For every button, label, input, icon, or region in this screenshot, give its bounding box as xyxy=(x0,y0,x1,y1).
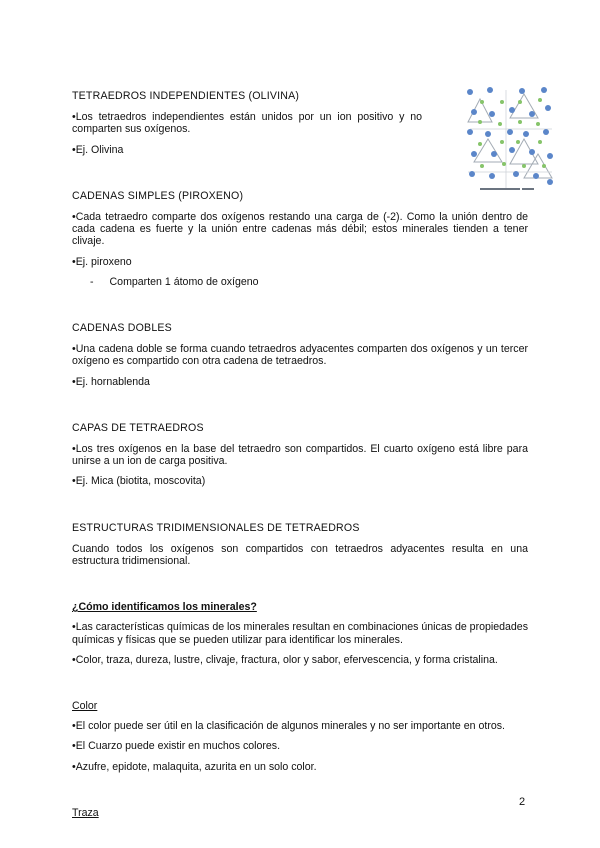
paragraph-dobles-1: •Una cadena doble se forma cuando tetraedros adyacentes comparten dos oxígenos y un tercer oxígeno es compartido con otra cadena de tetraedros. xyxy=(72,343,528,368)
heading-olivina: TETRAEDROS INDEPENDIENTES (OLIVINA) xyxy=(72,90,300,102)
heading-identificar: ¿Cómo identificamos los minerales? xyxy=(72,601,257,614)
paragraph-piroxeno-2: •Ej. piroxeno xyxy=(72,255,132,268)
section-spacer xyxy=(72,496,528,522)
paragraph-piroxeno-1: •Cada tetraedro comparte dos oxígenos restando una carga de (-2). Como la unión dentro de cada cadena es fuerte y la unión entre cadenas más débil; estos minerales tienden a tener clivaje. xyxy=(72,211,528,248)
paragraph-color-2: •El Cuarzo puede existir en muchos colores. xyxy=(72,740,281,753)
subitem-piroxeno-text: Comparten 1 átomo de oxígeno xyxy=(109,275,259,288)
heading-color: Color xyxy=(72,700,98,713)
page-number: 2 xyxy=(519,796,526,808)
paragraph-tridimensionales-1: Cuando todos los oxígenos son compartidos con tetraedros adyacentes resulta en una estructura tridimensional. xyxy=(72,542,528,568)
section-spacer xyxy=(72,575,528,601)
paragraph-olivina-2: •Ej. Olivina xyxy=(72,143,124,156)
paragraph-capas-1: •Los tres oxígenos en la base del tetraedro son compartidos. El cuarto oxígeno está libre para unirse a un ion de carga positiva. xyxy=(72,443,528,468)
section-spacer xyxy=(72,396,528,422)
subitem-dash: - xyxy=(90,275,94,288)
heading-dobles: CADENAS DOBLES xyxy=(72,322,172,335)
section-spacer xyxy=(72,781,528,807)
paragraph-identificar-2: •Color, traza, dureza, lustre, clivaje, fractura, olor y sabor, efervescencia, y forma cristalina. xyxy=(72,653,498,666)
paragraph-identificar-1: •Las características químicas de los minerales resultan en combinaciones únicas de propiedades químicas y físicas que se pueden utilizar para identificar los minerales. xyxy=(72,621,528,646)
section-spacer xyxy=(72,296,528,322)
document-body xyxy=(72,90,528,827)
section-spacer xyxy=(72,674,528,700)
heading-capas: CAPAS DE TETRAEDROS xyxy=(72,421,204,434)
paragraph-color-3: •Azufre, epidote, malaquita, azurita en un solo color. xyxy=(72,760,317,773)
paragraph-dobles-2: •Ej. hornablenda xyxy=(72,375,150,388)
heading-traza: Traza xyxy=(72,806,99,819)
paragraph-capas-2: •Ej. Mica (biotita, moscovita) xyxy=(72,475,206,488)
paragraph-color-1: •El color puede ser útil en la clasificación de algunos minerales y no ser importante en otros. xyxy=(72,720,505,733)
crystal-structure-diagram-icon xyxy=(460,84,560,196)
heading-tridimensionales: ESTRUCTURAS TRIDIMENSIONALES DE TETRAEDROS xyxy=(72,521,360,534)
subitem-piroxeno xyxy=(90,276,528,288)
paragraph-olivina-1: •Los tetraedros independientes están unidos por un ion positivo y no comparten sus oxígenos. xyxy=(72,111,422,136)
heading-piroxeno: CADENAS SIMPLES (PIROXENO) xyxy=(72,189,244,202)
